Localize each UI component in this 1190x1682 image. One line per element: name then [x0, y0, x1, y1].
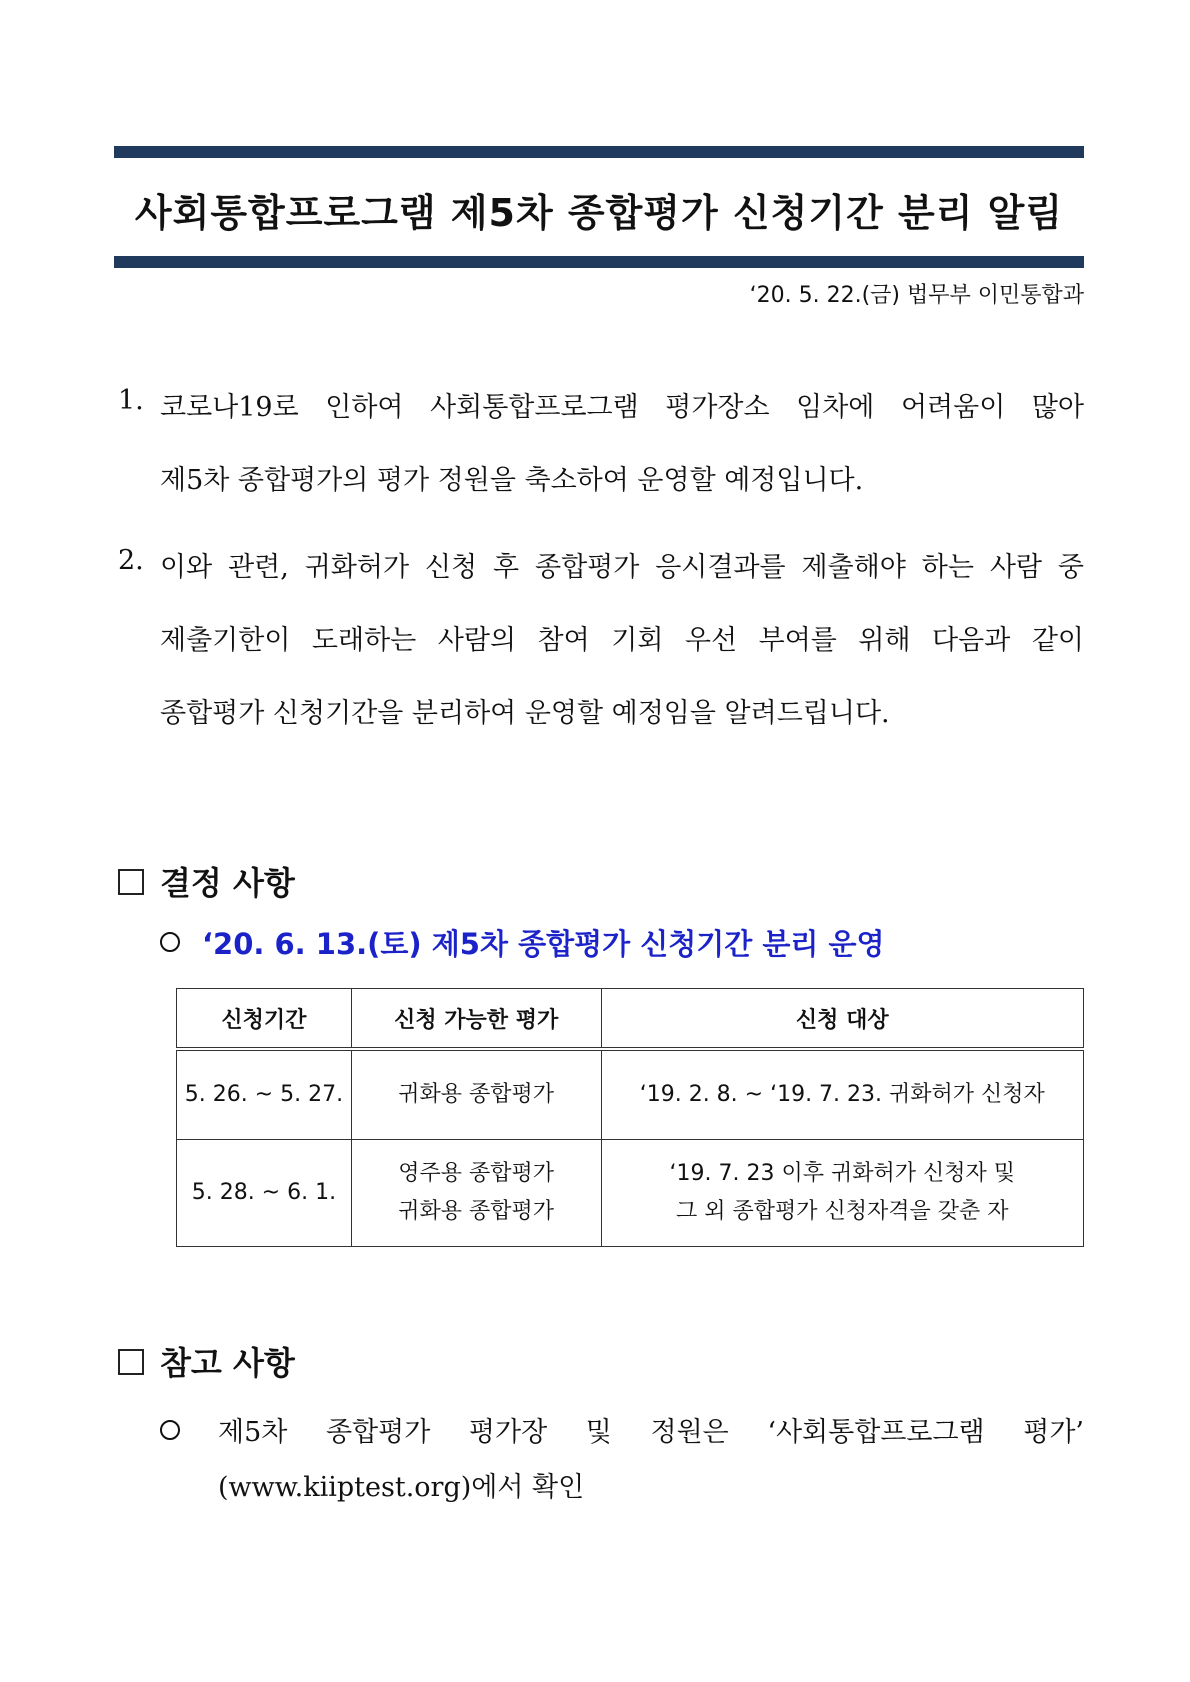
- circle-bullet-icon: [160, 1420, 180, 1440]
- exam-line: 귀화용 종합평가: [398, 1081, 555, 1107]
- decision-subheading: [160, 922, 885, 963]
- table-header: 신청 가능한 평가: [351, 989, 601, 1050]
- reference-heading: [118, 1338, 295, 1384]
- decision-heading: [118, 858, 295, 904]
- period-cell: 5. 28. ~ 6. 1.: [177, 1139, 352, 1246]
- paragraph-number: 2.: [118, 545, 144, 576]
- decision-heading-text: 결정 사항: [160, 864, 295, 902]
- reference-line: 제5차 종합평가 평가장 및 정원은 ‘사회통합프로그램 평가’: [218, 1417, 1084, 1448]
- target-line: ‘19. 2. 8. ~ ‘19. 7. 23. 귀화허가 신청자: [639, 1081, 1045, 1107]
- table-header-row: [177, 989, 1084, 1050]
- table-header: 신청기간: [177, 989, 352, 1050]
- schedule-table: [176, 988, 1084, 1247]
- dateline: ‘20. 5. 22.(금) 법무부 이민통합과: [749, 283, 1084, 308]
- period-cell: 5. 26. ~ 5. 27.: [177, 1049, 352, 1139]
- target-cell: [601, 1139, 1083, 1246]
- checkbox-square-icon: [118, 1349, 144, 1375]
- top-rule: [114, 146, 1084, 158]
- checkbox-square-icon: [118, 869, 144, 895]
- exam-cell: [351, 1139, 601, 1246]
- target-cell: [601, 1049, 1083, 1139]
- paragraph-number: 1.: [118, 385, 144, 416]
- bottom-rule: [114, 256, 1084, 268]
- page-title: 사회통합프로그램 제5차 종합평가 신청기간 분리 알림: [134, 191, 1064, 235]
- paragraph-line: 제출기한이 도래하는 사람의 참여 기회 우선 부여를 위해 다음과 같이: [160, 625, 1084, 656]
- reference-heading-text: 참고 사항: [160, 1344, 295, 1382]
- table-row: [177, 1049, 1084, 1139]
- exam-line: 귀화용 종합평가: [398, 1198, 555, 1224]
- paragraph-line: 이와 관련, 귀화허가 신청 후 종합평가 응시결과를 제출해야 하는 사람 중: [160, 552, 1084, 583]
- paragraph-line: 코로나19로 인하여 사회통합프로그램 평가장소 임차에 어려움이 많아: [160, 392, 1084, 423]
- table-header: 신청 대상: [601, 989, 1083, 1050]
- circle-bullet-icon: [160, 932, 180, 952]
- exam-cell: [351, 1049, 601, 1139]
- exam-line: 영주용 종합평가: [398, 1160, 555, 1186]
- paragraph-line: 종합평가 신청기간을 분리하여 운영할 예정임을 알려드립니다.: [160, 698, 890, 729]
- target-line: ‘19. 7. 23 이후 귀화허가 신청자 및: [669, 1160, 1015, 1186]
- paragraph-line: 제5차 종합평가의 평가 정원을 축소하여 운영할 예정입니다.: [160, 465, 864, 496]
- decision-subheading-text: ‘20. 6. 13.(토) 제5차 종합평가 신청기간 분리 운영: [202, 927, 885, 961]
- target-line: 그 외 종합평가 신청자격을 갖춘 자: [676, 1198, 1009, 1224]
- reference-line: (www.kiiptest.org)에서 확인: [218, 1472, 585, 1503]
- table-row: [177, 1139, 1084, 1246]
